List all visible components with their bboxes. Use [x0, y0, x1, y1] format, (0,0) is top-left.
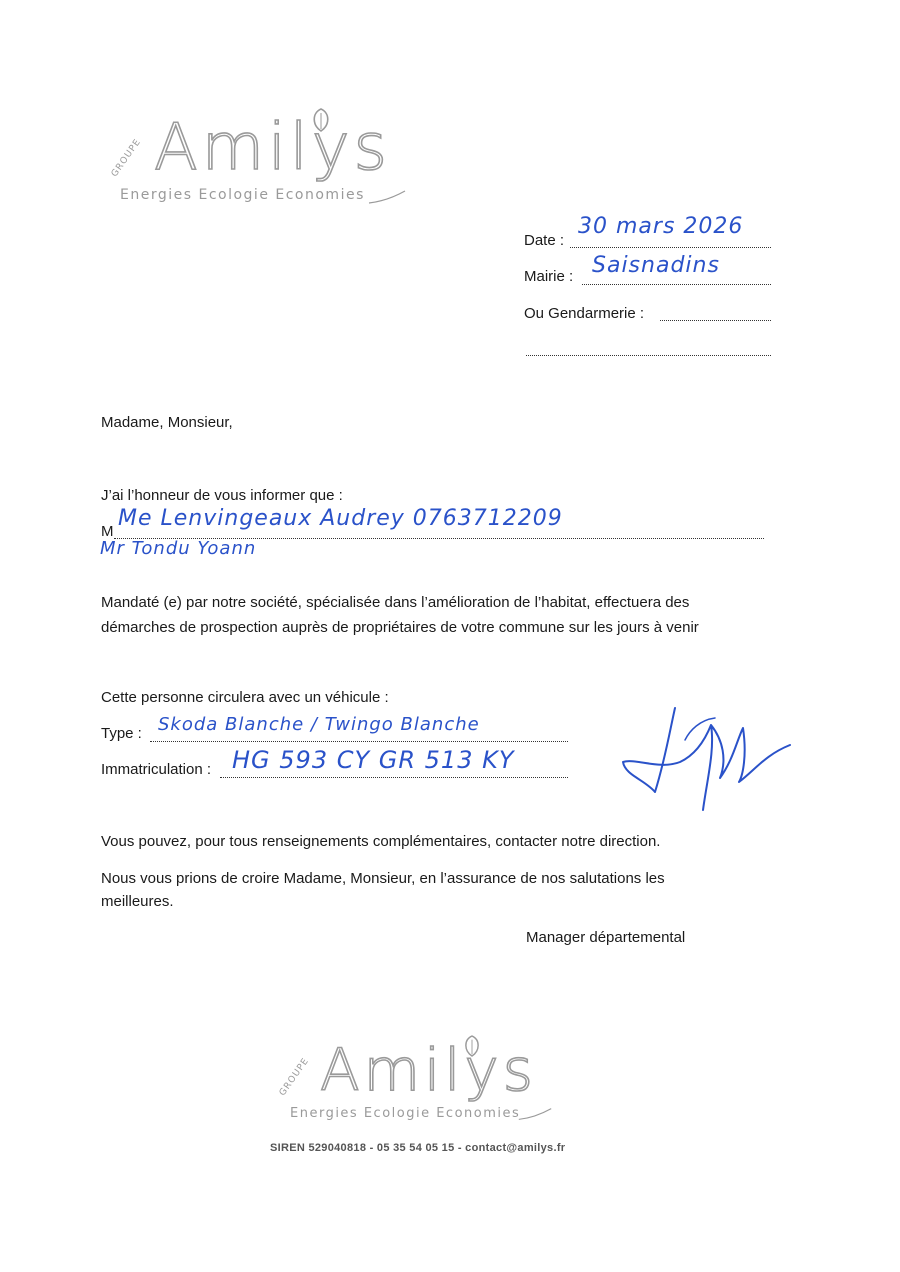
m-prefix: M: [101, 523, 114, 540]
header-logo: [109, 105, 472, 210]
mairie-dots: [582, 283, 771, 285]
footer-info: SIREN 529040818 - 05 35 54 05 15 - contact@amilys.fr: [270, 1142, 566, 1154]
gendarmerie-label: Ou Gendarmerie :: [524, 305, 645, 322]
extra-dots: [526, 354, 771, 356]
mairie-label: Mairie :: [524, 268, 574, 285]
vehicle-intro: Cette personne circulera avec un véhicule :: [101, 689, 389, 706]
footer-logo-tagline: Energies Ecologie Economies: [290, 1106, 521, 1121]
salutation: Madame, Monsieur,: [101, 414, 233, 431]
closing-line-2: meilleures.: [101, 893, 174, 910]
immat-dots: [220, 776, 568, 778]
person-line-1: Me Lenvingeaux Audrey 0763712209: [118, 506, 563, 531]
intro-line: J’ai l’honneur de vous informer que :: [101, 487, 343, 504]
mairie-value: Saisnadins: [592, 253, 720, 278]
footer-swoosh-icon: [517, 1106, 553, 1122]
mandate-line-1: Mandaté (e) par notre société, spécialisée dans l’amélioration de l’habitat, effectuera des: [101, 594, 690, 611]
type-value: Skoda Blanche / Twingo Blanche: [158, 714, 480, 735]
header-logo-name: Amilys: [154, 111, 391, 185]
footer-logo: [277, 1030, 612, 1130]
immat-label: Immatriculation :: [101, 761, 212, 778]
type-label: Type :: [101, 725, 142, 742]
gendarmerie-dots: [660, 319, 771, 321]
handwritten-signature: [615, 700, 795, 815]
date-value: 30 mars 2026: [578, 214, 744, 239]
closing-line-1: Nous vous prions de croire Madame, Monsieur, en l’assurance de nos salutations les: [101, 870, 665, 887]
footer-logo-groupe: GROUPE: [277, 1056, 312, 1098]
swoosh-icon: [367, 189, 407, 205]
immat-value: HG 593 CY GR 513 KY: [232, 746, 515, 774]
footer-leaf-icon: [462, 1034, 482, 1058]
leaf-icon: [310, 107, 332, 133]
person-line-2: Mr Tondu Yoann: [100, 538, 257, 559]
header-logo-tagline: Energies Ecologie Economies: [120, 187, 365, 203]
header-logo-groupe: GROUPE: [109, 137, 144, 179]
contact-line: Vous pouvez, pour tous renseignements complémentaires, contacter notre direction.: [101, 833, 661, 850]
date-label: Date :: [524, 232, 565, 249]
date-dots: [570, 246, 771, 248]
signatory: Manager départemental: [526, 929, 686, 946]
footer-logo-name: Amilys: [320, 1036, 537, 1104]
type-dots: [150, 740, 568, 742]
mandate-line-2: démarches de prospection auprès de propriétaires de votre commune sur les jours à venir: [101, 619, 699, 636]
